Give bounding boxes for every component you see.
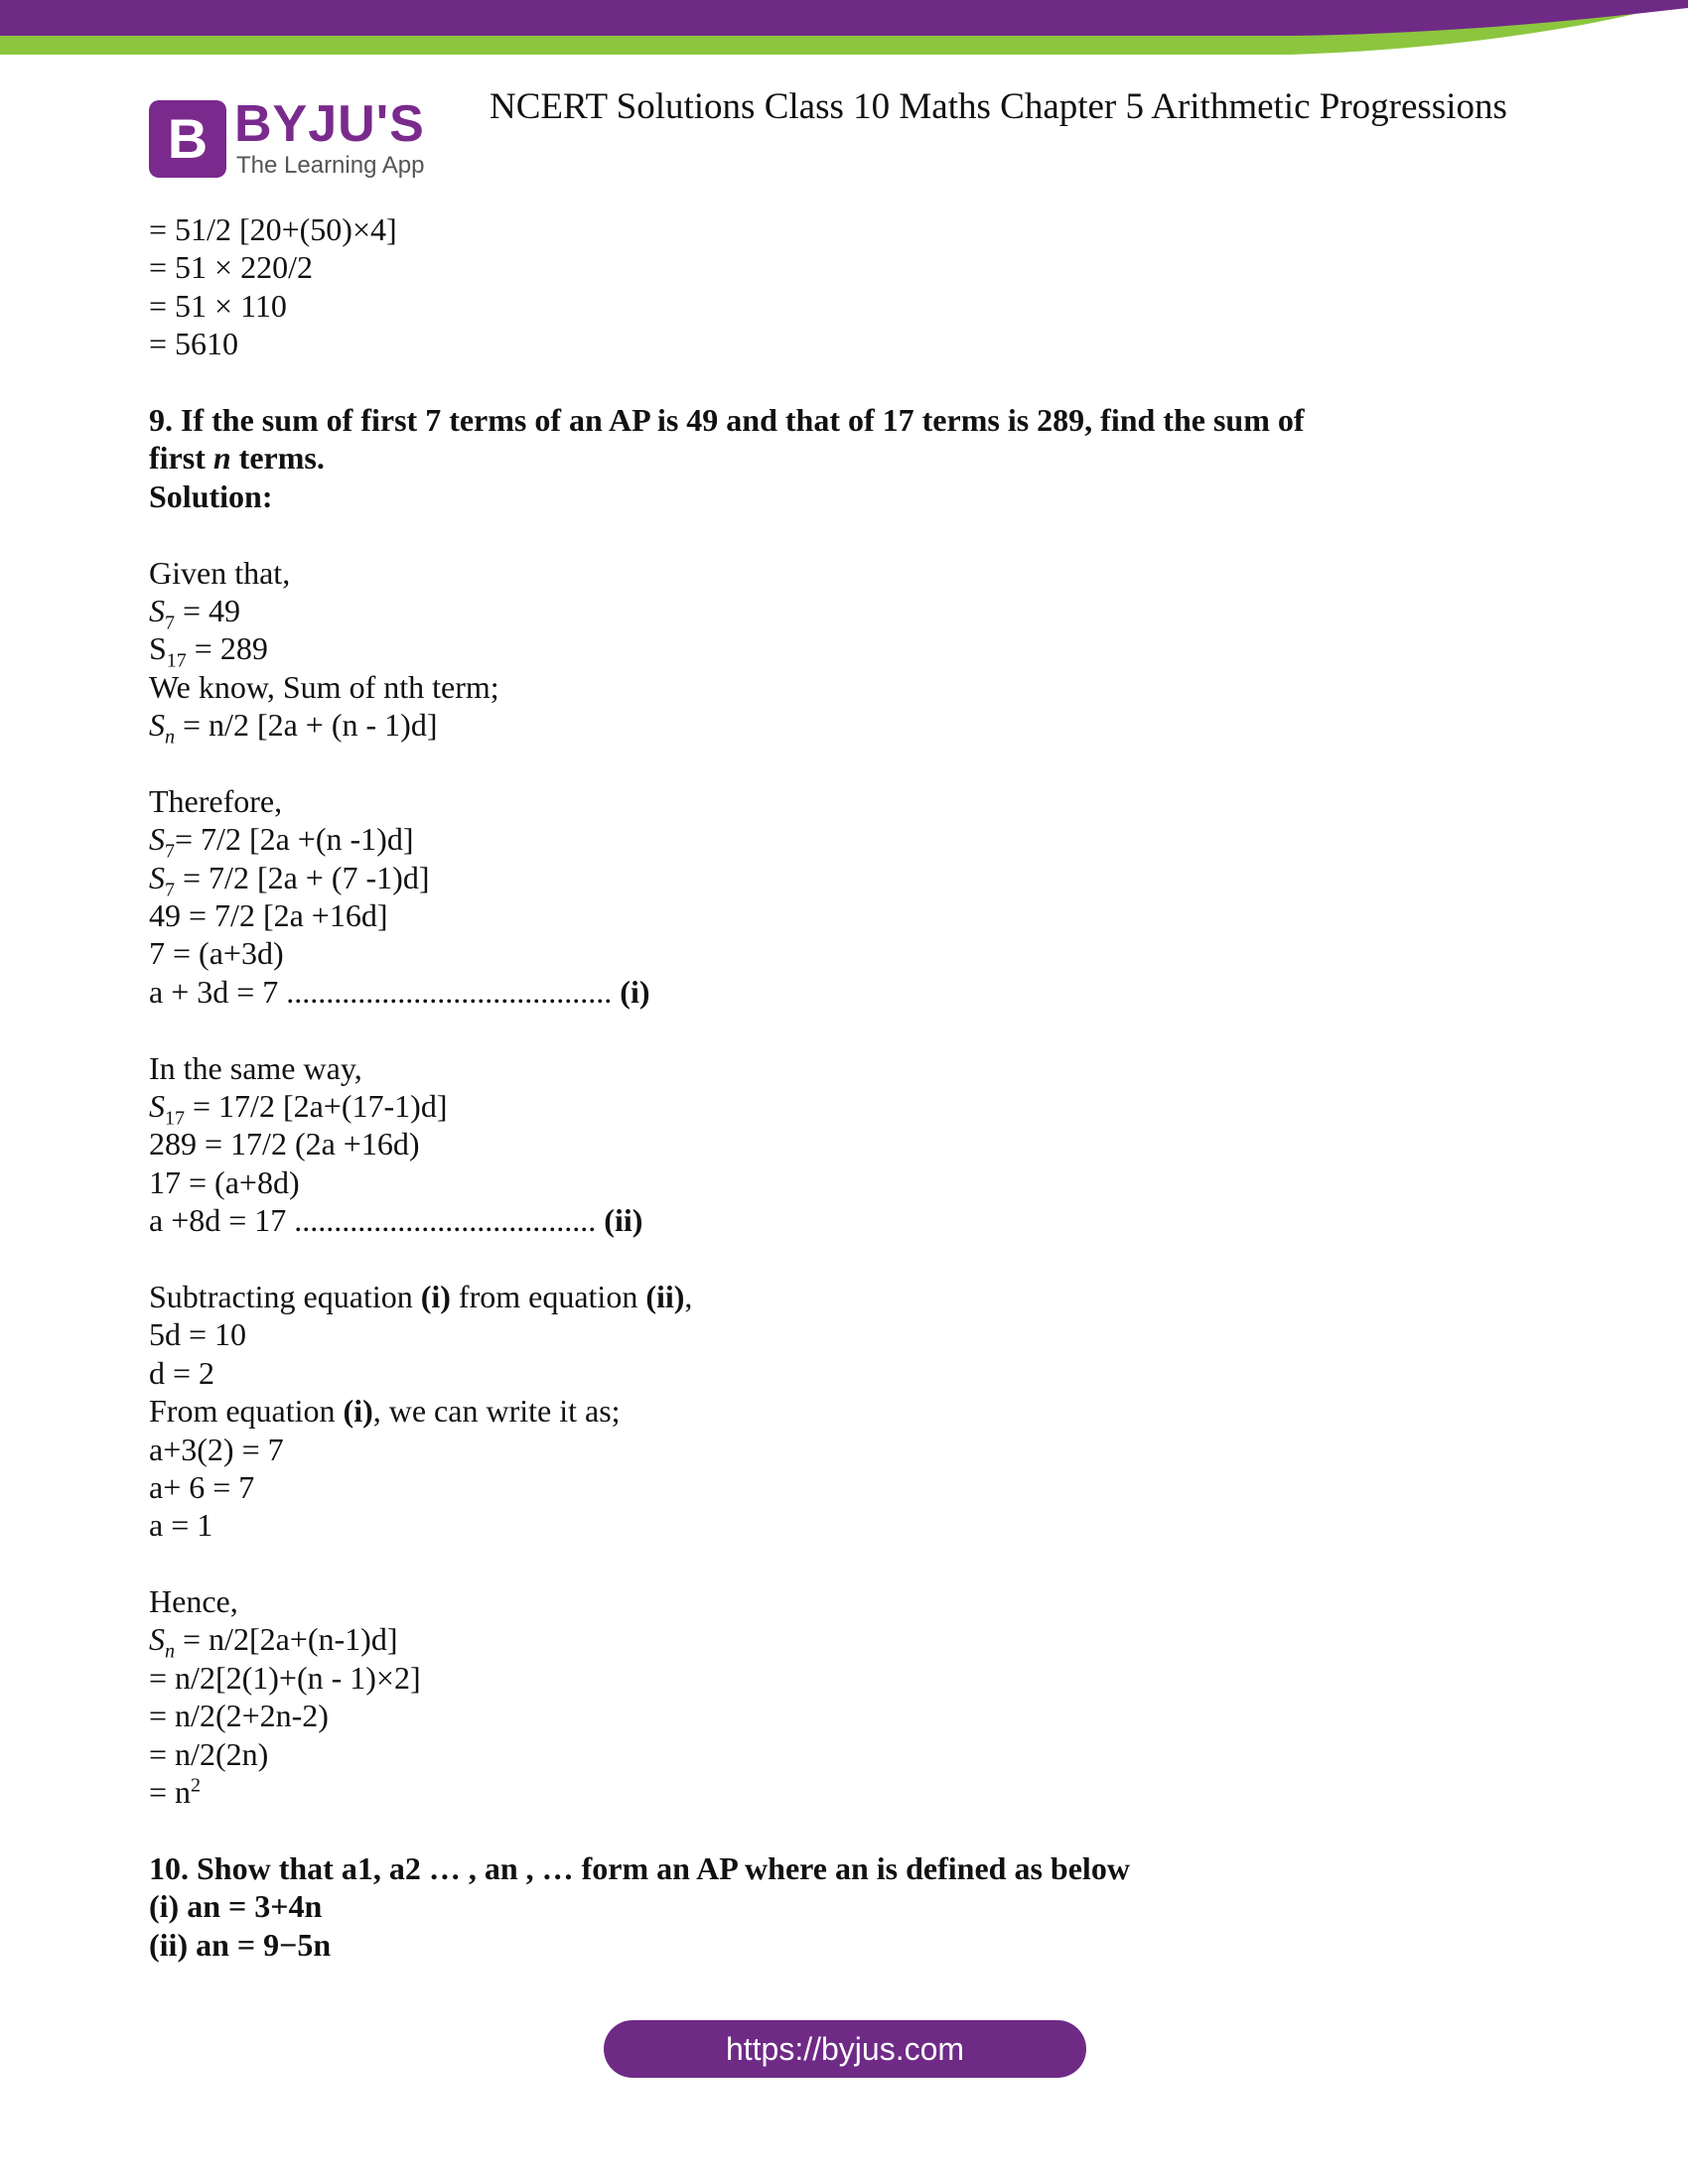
equation-line: 17 = (a+8d)	[149, 1163, 300, 1200]
equation-line: = n/2(2+2n-2)	[149, 1698, 329, 1734]
s7-line: $S_7= 7/2$ [2a +(n -1)d]	[149, 821, 414, 863]
question-10-part-ii: (ii) an = 9−5n	[149, 1926, 332, 1963]
subtracting-line: Subtracting equation (i) from equation (ii),	[149, 1278, 693, 1314]
equation-line: = n/2(2n)	[149, 1735, 269, 1772]
same-way-label: In the same way,	[149, 1049, 362, 1086]
equation-line: a+ 6 = 7	[149, 1468, 255, 1505]
given-s17: $S_{17} = 289$	[149, 630, 268, 672]
given-intro: Given that,	[149, 554, 291, 591]
hence-label: Hence,	[149, 1583, 238, 1620]
equation-line: 49 = 7/2 [2a +16d]	[149, 897, 388, 934]
logo-tagline: The Learning App	[236, 152, 425, 179]
s17-line: $S_{17} = 17/2$ [2a+(17-1)d]	[149, 1087, 448, 1130]
sn-line: $S_n = n/2[2a+(n-1)d]$	[149, 1621, 398, 1663]
s7-line: $S_7 = 7/2$ [2a + (7 -1)d]	[149, 859, 430, 901]
logo-mark: B	[149, 100, 226, 178]
equation-line: a+3(2) = 7	[149, 1431, 284, 1467]
calc-line: = 51 × 110	[149, 287, 287, 324]
question-10: 10. Show that a1, a2 … , an , … form an AP where an is defined as below	[149, 1849, 1130, 1886]
equation-ii: a +8d = 17 ...................................... (ii)	[149, 1202, 643, 1239]
question-9-cont: first n terms.	[149, 440, 325, 477]
given-know: We know, Sum of nth term;	[149, 668, 499, 705]
top-banner	[0, 0, 1688, 60]
equation-line: 7 = (a+3d)	[149, 935, 284, 972]
therefore-label: Therefore,	[149, 782, 283, 819]
equation-line: = n/2[2(1)+(n - 1)×2]	[149, 1659, 421, 1696]
from-equation-line: From equation (i), we can write it as;	[149, 1393, 621, 1430]
page-header-title: NCERT Solutions Class 10 Maths Chapter 5 Arithmetic Progressions	[490, 86, 1507, 127]
question-10-part-i: (i) an = 3+4n	[149, 1888, 323, 1925]
calc-line: = 51 × 220/2	[149, 249, 313, 286]
result-line: = $n^2$	[149, 1774, 202, 1811]
equation-line: 5d = 10	[149, 1316, 247, 1353]
calc-line: = 51/2 [20+(50)×4]	[149, 211, 397, 247]
equation-line: 289 = 17/2 (2a +16d)	[149, 1126, 420, 1162]
equation-line: a = 1	[149, 1507, 213, 1544]
footer-url-link[interactable]: https://byjus.com	[604, 2020, 1086, 2078]
solution-label: Solution:	[149, 478, 273, 514]
byjus-logo	[149, 96, 437, 180]
equation-i: a + 3d = 7 ......................................... (i)	[149, 973, 650, 1010]
logo-name: BYJU'S	[234, 95, 425, 153]
question-9: 9. If the sum of first 7 terms of an AP is 49 and that of 17 terms is 289, find the sum of	[149, 401, 1305, 438]
document-body	[149, 210, 1539, 1964]
given-s7: $S_7 = 49$	[149, 592, 241, 634]
equation-line: d = 2	[149, 1354, 215, 1391]
calc-line: = 5610	[149, 326, 239, 362]
sum-formula: $S_n = n/2$ [2a + (n - 1)d]	[149, 707, 438, 749]
